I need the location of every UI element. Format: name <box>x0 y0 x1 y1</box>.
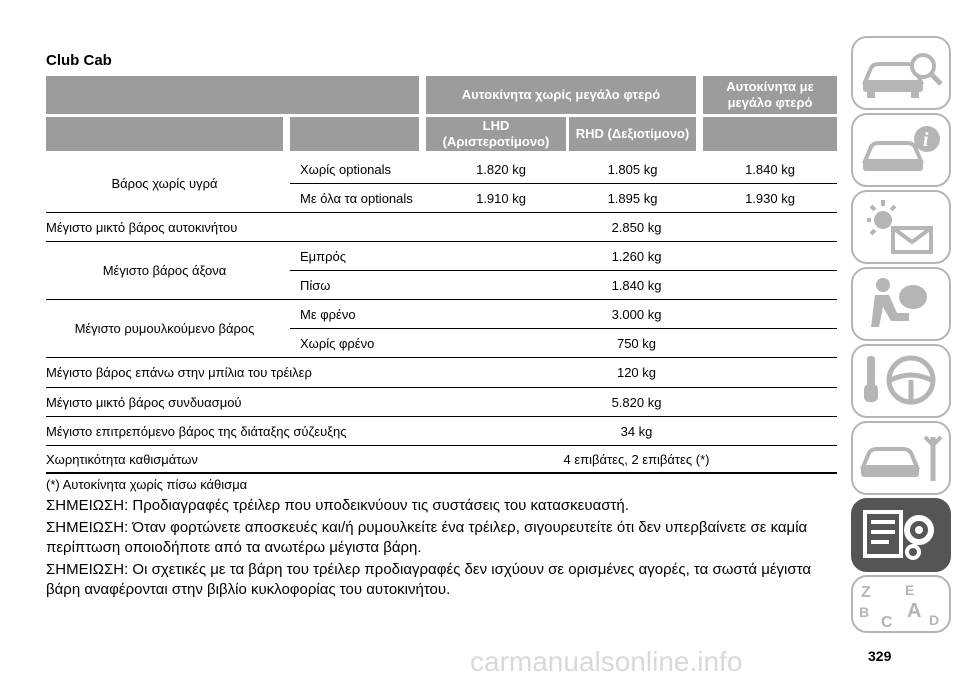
value-lhd-all-optionals: 1.910 kg <box>476 190 526 206</box>
section-title: Club Cab <box>46 52 112 69</box>
specs-gear-icon <box>853 500 949 570</box>
car-info-icon <box>853 115 949 185</box>
value-braked: 3.000 kg <box>611 306 662 322</box>
key-steering-wheel-icon <box>853 346 949 416</box>
car-search-icon <box>853 38 949 108</box>
svg-text:i: i <box>923 129 929 151</box>
row-label-towing: Μέγιστο ρυμουλκούμενο βάρος <box>74 320 255 336</box>
value-unbraked: 750 kg <box>616 335 657 351</box>
footnote: (*) Αυτοκίνητα χωρίς πίσω κάθισμα <box>46 477 248 492</box>
header-with-large-fender: Αυτοκίνητα με μεγάλο φτερό <box>703 76 837 114</box>
row-sublabel-no-optionals: Χωρίς optionals <box>300 161 392 177</box>
row-sublabel-rear: Πίσω <box>300 277 331 293</box>
header-lhd: LHD (Αριστεροτίμονο) <box>426 117 566 151</box>
table-header-blank-3 <box>290 117 419 151</box>
value-large-all-optionals: 1.930 kg <box>745 190 795 206</box>
svg-text:Z: Z <box>861 584 871 601</box>
sidebar-tab-key-steering[interactable] <box>851 344 951 418</box>
notes-block <box>46 476 836 600</box>
row-label-dry-weight: Βάρος χωρίς υγρά <box>111 175 218 191</box>
row-label-coupling: Μέγιστο επιτρεπόμενο βάρος της διάταξης σύζευξης <box>46 423 347 439</box>
svg-text:B: B <box>859 604 870 620</box>
warning-light-mail-icon <box>853 192 949 262</box>
sidebar-tab-specs[interactable] <box>851 498 951 572</box>
table-header-blank <box>46 76 419 114</box>
sidebar-tab-car-wrench[interactable] <box>851 421 951 495</box>
value-rear-axle: 1.840 kg <box>611 277 662 293</box>
table-bottom-rule <box>46 472 837 474</box>
row-sublabel-front: Εμπρός <box>300 248 347 264</box>
value-coupling: 34 kg <box>620 423 653 439</box>
note-2: ΣΗΜΕΙΩΣΗ: Όταν φορτώνετε αποσκευές και/ή ρυμουλκείτε ένα τρέιλερ, σιγουρευτείτε ότι δεν υπερβαίνετε σε καμία περίπτωση οποιοδήποτε από τα ανωτέρω μέγιστα βάρη. <box>46 519 808 556</box>
sidebar-tab-car-search[interactable] <box>851 36 951 110</box>
header-rhd: RHD (Δεξιοτίμονο) <box>569 117 696 151</box>
svg-text:C: C <box>881 614 893 631</box>
row-label-axle: Μέγιστο βάρος άξονα <box>102 262 227 278</box>
table-header-blank-4 <box>703 117 837 151</box>
row-sublabel-unbraked: Χωρίς φρένο <box>300 335 375 351</box>
value-max-gross: 2.850 kg <box>611 219 662 235</box>
note-3: ΣΗΜΕΙΩΣΗ: Οι σχετικές με τα βάρη του τρέιλερ προδιαγραφές δεν ισχύουν σε ορισμένες αγορές, τα σωστά μέγιστα βάρη αναφέρονται στην βιβλίο κυκλοφορίας του αυτοκινήτου. <box>46 561 812 598</box>
svg-text:A: A <box>907 600 922 622</box>
value-combined: 5.820 kg <box>611 394 662 410</box>
sidebar-tab-car-info[interactable] <box>851 113 951 187</box>
row-label-max-gross: Μέγιστο μικτό βάρος αυτοκινήτου <box>46 219 238 235</box>
page-number: 329 <box>868 648 892 664</box>
value-large-no-optionals: 1.840 kg <box>745 161 795 177</box>
alphabet-index-icon <box>853 577 949 631</box>
table-header-blank-2 <box>46 117 283 151</box>
row-label-combined: Μέγιστο μικτό βάρος συνδυασμού <box>46 394 242 410</box>
header-without-large-fender: Αυτοκίνητα χωρίς μεγάλο φτερό <box>426 76 696 114</box>
value-front-axle: 1.260 kg <box>611 248 662 264</box>
note-1: ΣΗΜΕΙΩΣΗ: Προδιαγραφές τρέιλερ που υποδεικνύουν τις συστάσεις του κατασκευαστή. <box>46 497 629 514</box>
row-label-seats: Χωρητικότητα καθισμάτων <box>46 451 198 467</box>
sidebar-tab-airbag[interactable] <box>851 267 951 341</box>
sidebar-tab-index[interactable] <box>851 575 951 633</box>
value-rhd-no-optionals: 1.805 kg <box>607 161 658 177</box>
svg-text:D: D <box>929 612 940 628</box>
value-rhd-all-optionals: 1.895 kg <box>607 190 658 206</box>
value-ball: 120 kg <box>616 365 657 380</box>
row-sublabel-braked: Με φρένο <box>300 306 356 322</box>
row-sublabel-all-optionals: Με όλα τα optionals <box>300 190 413 206</box>
watermark: carmanualsonline.info <box>470 646 743 677</box>
row-label-ball: Μέγιστο βάρος επάνω στην μπίλια του τρέιλερ <box>46 365 312 380</box>
svg-text:E: E <box>905 582 915 598</box>
sidebar-tab-warning-lights[interactable] <box>851 190 951 264</box>
car-wrench-icon <box>853 423 949 493</box>
airbag-seat-icon <box>853 269 949 339</box>
value-seats: 4 επιβάτες, 2 επιβάτες (*) <box>563 451 710 467</box>
value-lhd-no-optionals: 1.820 kg <box>476 161 526 177</box>
